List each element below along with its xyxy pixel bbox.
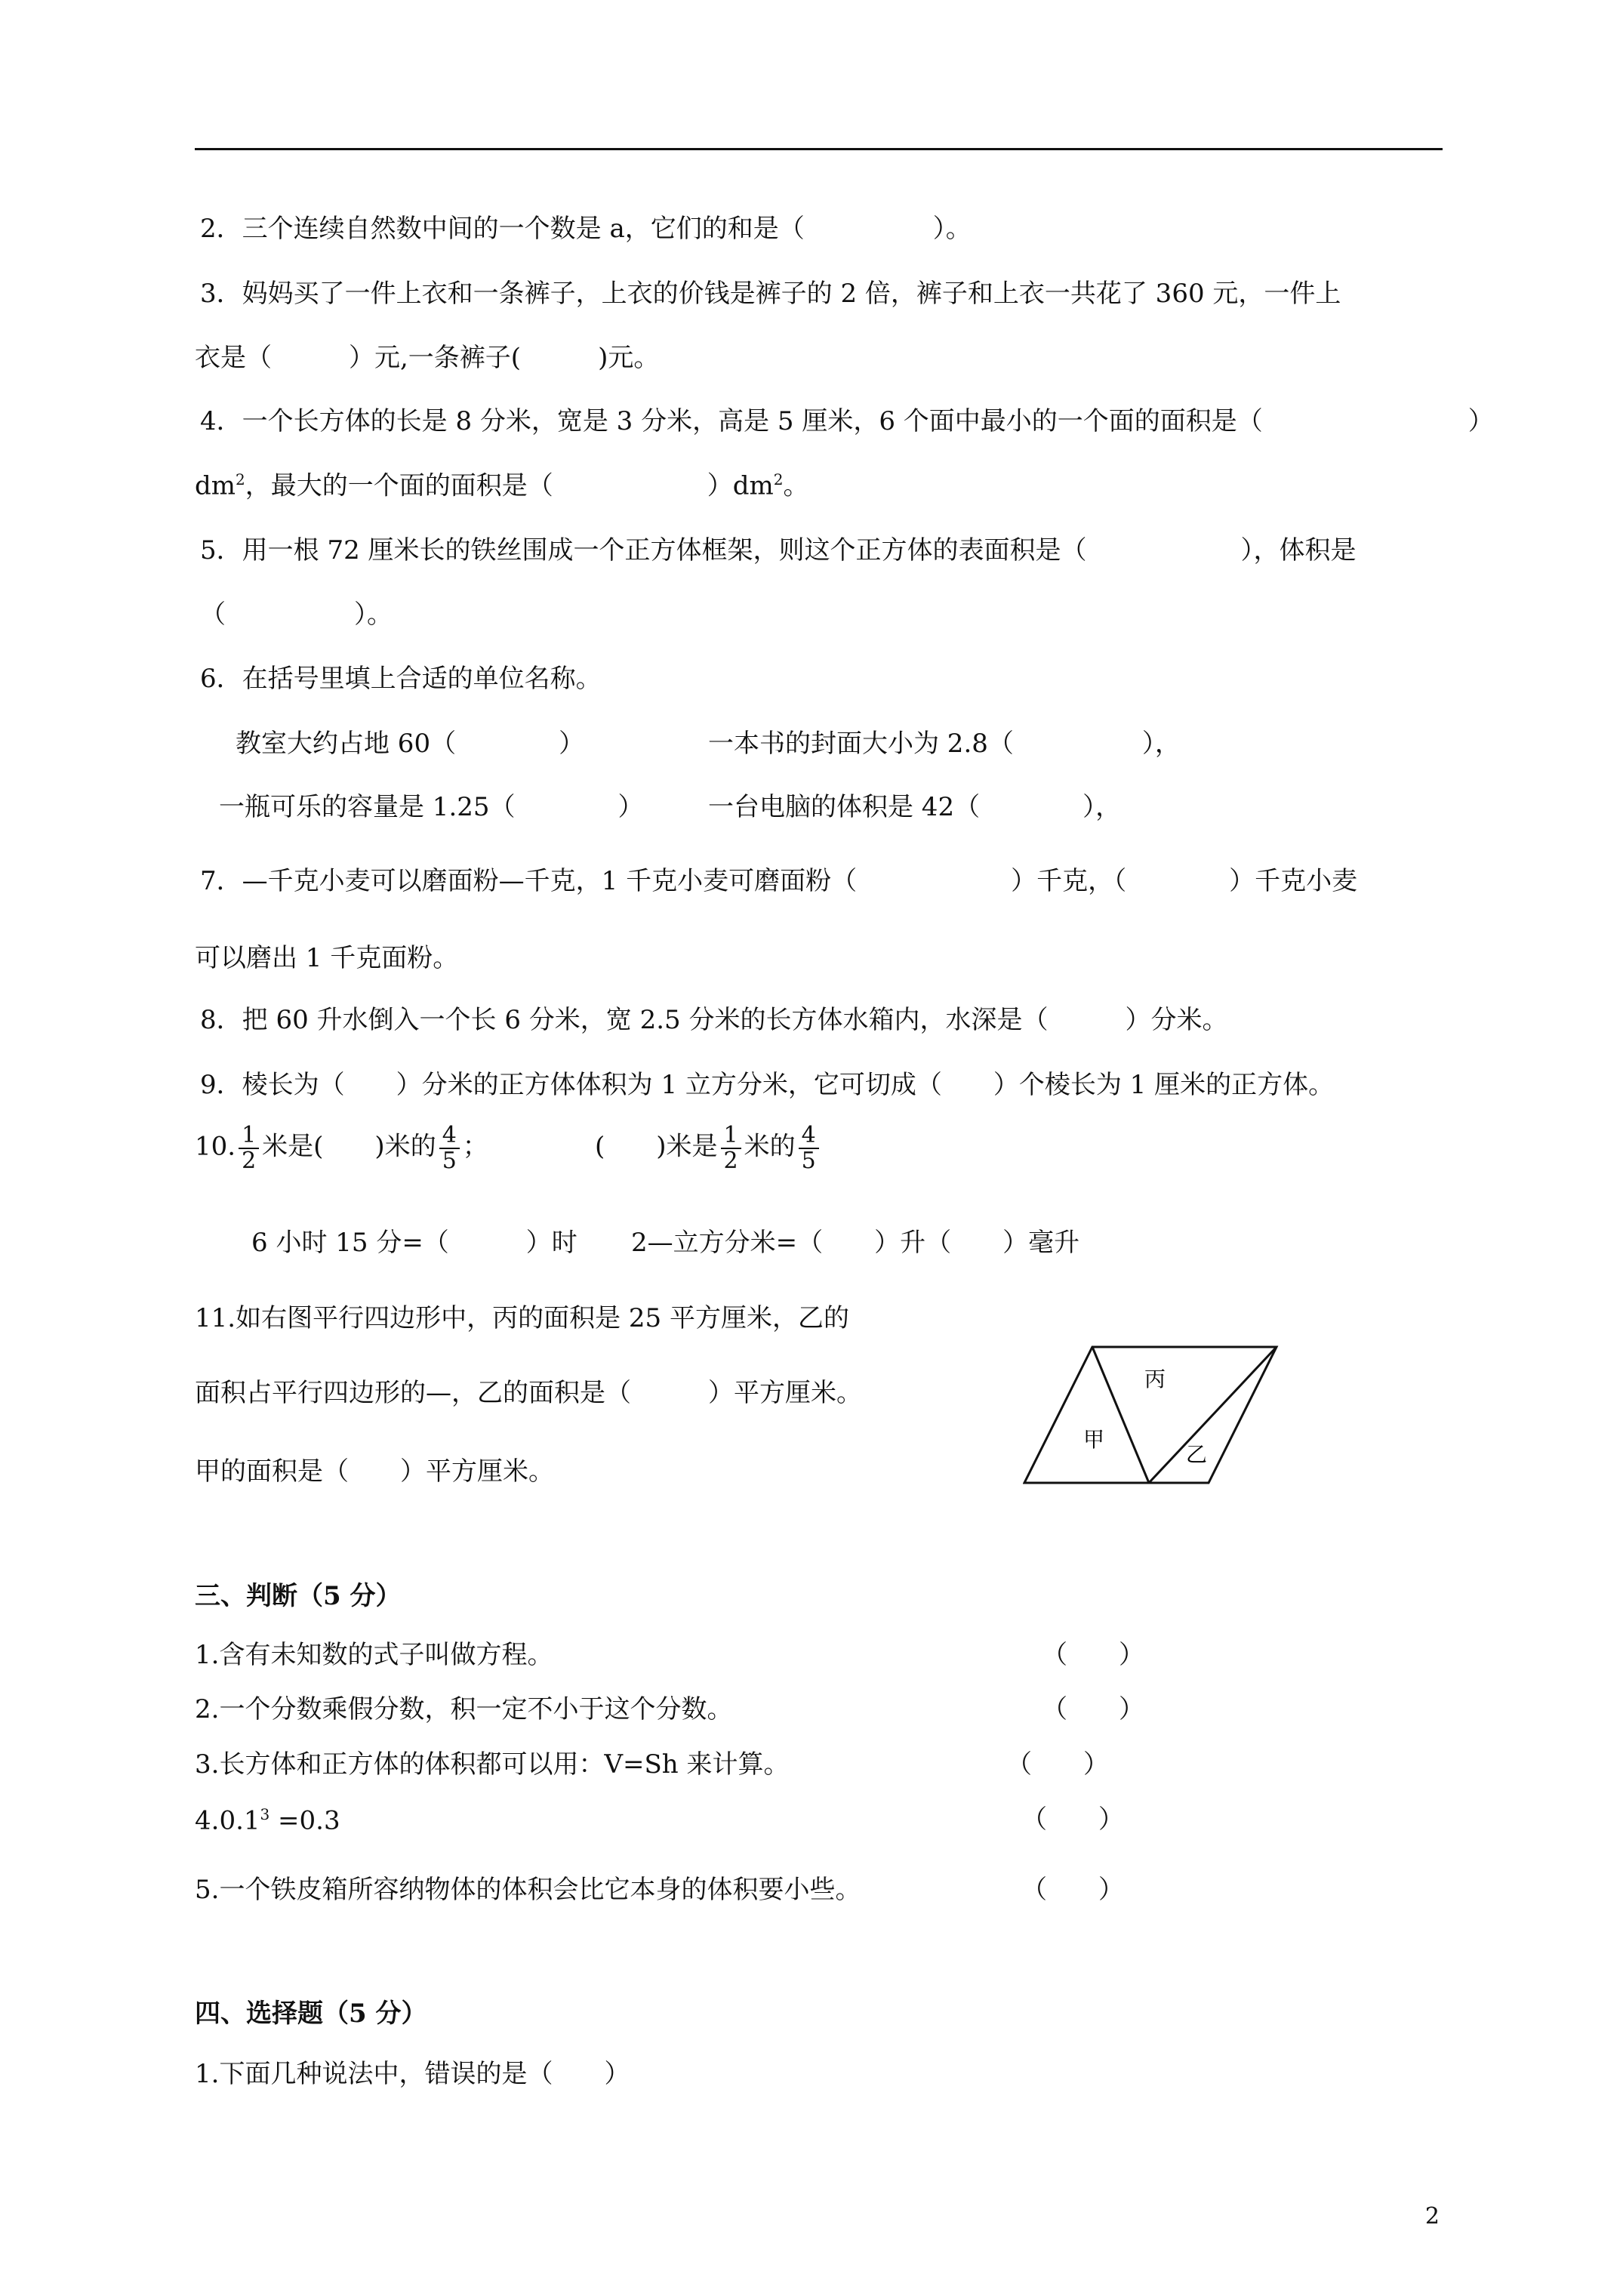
- question-8: 8．把 60 升水倒入一个长 6 分米，宽 2.5 分米的长方体水箱内，水深是（ ）分米。: [200, 1005, 1228, 1035]
- question-6-item-d: 一台电脑的体积是 42（ ），: [708, 792, 1122, 822]
- question-7-line-2: 可以磨出 1 千克面粉。: [195, 943, 459, 973]
- question-10-line-1-b: ( )米是 $\frac{1}{2}$ 米的 $\frac{4}{5}$: [595, 1123, 822, 1173]
- question-6-item-b: 一本书的封面大小为 2.8（ ），: [708, 729, 1181, 759]
- judge-2-text: 2.一个分数乘假分数，积一定不小于这个分数。: [195, 1694, 733, 1724]
- question-5-line-2: （ ）。: [200, 599, 393, 630]
- section-3-title: 三、判断（5 分）: [195, 1581, 402, 1611]
- question-10-number: 10.: [195, 1131, 236, 1162]
- divider-line-left: [1092, 1347, 1149, 1483]
- question-6-item-c: 一瓶可乐的容量是 1.25（ ）: [219, 792, 644, 822]
- section-4-title: 四、选择题（5 分）: [195, 1999, 427, 2029]
- parallelogram-figure: [1023, 1336, 1280, 1487]
- label-yi: 乙: [1186, 1442, 1208, 1467]
- superscript-2: 2: [773, 470, 784, 488]
- question-11-line-1: 11.如右图平行四边形中，丙的面积是 25 平方厘米，乙的: [195, 1303, 849, 1333]
- question-6: 6．在括号里填上合适的单位名称。: [200, 664, 602, 694]
- judge-3-answer-blank: （ ）: [1006, 1749, 1109, 1780]
- question-11-line-3: 甲的面积是（ ）平方厘米。: [195, 1456, 554, 1487]
- question-7-line-1: 7．—千克小麦可以磨面粉—千克，1 千克小麦可磨面粉（ ）千克，（ ）千克小麦: [200, 866, 1358, 896]
- judge-4-answer-blank: （ ）: [1021, 1804, 1124, 1835]
- superscript-2: 2: [236, 470, 245, 488]
- judge-5-answer-blank: （ ）: [1021, 1875, 1124, 1905]
- unit-dm: dm: [195, 470, 236, 501]
- question-11-line-2: 面积占平行四边形的—，乙的面积是（ ）平方厘米。: [195, 1378, 862, 1408]
- question-4-end: 。: [783, 470, 809, 501]
- fraction-one-half: $\frac{1}{2}$: [721, 1123, 741, 1173]
- question-4-text: ，最大的一个面的面积是（ ）dm: [245, 470, 774, 501]
- judge-4-text: $4.0.1^3 =0.3$: [195, 1805, 340, 1836]
- question-10-line-2-a: 6 小时 15 分=（ ）时: [251, 1228, 577, 1258]
- question-6-item-a: 教室大约占地 60（ ）: [236, 729, 585, 759]
- choice-question-1: 1.下面几种说法中，错误的是（ ）: [195, 2059, 630, 2089]
- question-9: 9．棱长为（ ）分米的正方体体积为 1 立方分米，它可切成（ ）个棱长为 1 厘米的正方体。: [200, 1070, 1335, 1100]
- judge-1-text: 1.含有未知数的式子叫做方程。: [195, 1640, 553, 1670]
- question-10-line-2-b: 2—立方分米=（ ）升（ ）毫升: [631, 1228, 1080, 1258]
- page-number: 2: [1424, 2203, 1440, 2230]
- judge-5-text: 5.一个铁皮箱所容纳物体的体积会比它本身的体积要小些。: [195, 1875, 861, 1905]
- question-3-line-2: 衣是（ ）元,一条裤子( )元。: [195, 343, 660, 373]
- fraction-four-fifths: $\frac{4}{5}$: [439, 1123, 460, 1173]
- judge-3-text: 3.长方体和正方体的体积都可以用：V=Sh 来计算。: [195, 1749, 790, 1780]
- question-5-line-1: 5．用一根 72 厘米长的铁丝围成一个正方体框架，则这个正方体的表面积是（ ），体积是: [200, 535, 1357, 566]
- question-4-line-2: [195, 470, 809, 501]
- fraction-four-fifths: $\frac{4}{5}$: [799, 1123, 819, 1173]
- label-bing: 丙: [1144, 1367, 1166, 1391]
- question-10-line-1: 10. $\frac{1}{2}$ 米是( )米的 $\frac{4}{5}$ ；: [195, 1122, 488, 1174]
- question-4-line-1: 4．一个长方体的长是 8 分米，宽是 3 分米，高是 5 厘米，6 个面中最小的一个面的面积是（ ）: [200, 406, 1494, 436]
- question-3-line-1: 3．妈妈买了一件上衣和一条裤子，上衣的价钱是裤子的 2 倍，裤子和上衣一共花了 360 元，一件上: [200, 279, 1341, 309]
- fraction-one-half: $\frac{1}{2}$: [239, 1123, 259, 1173]
- label-jia: 甲: [1083, 1427, 1105, 1452]
- judge-2-answer-blank: （ ）: [1042, 1694, 1144, 1724]
- question-2: 2．三个连续自然数中间的一个数是 a，它们的和是（ ）。: [200, 214, 972, 244]
- divider-line-right: [1149, 1347, 1277, 1483]
- judge-1-answer-blank: （ ）: [1042, 1640, 1144, 1670]
- header-rule: [195, 148, 1443, 150]
